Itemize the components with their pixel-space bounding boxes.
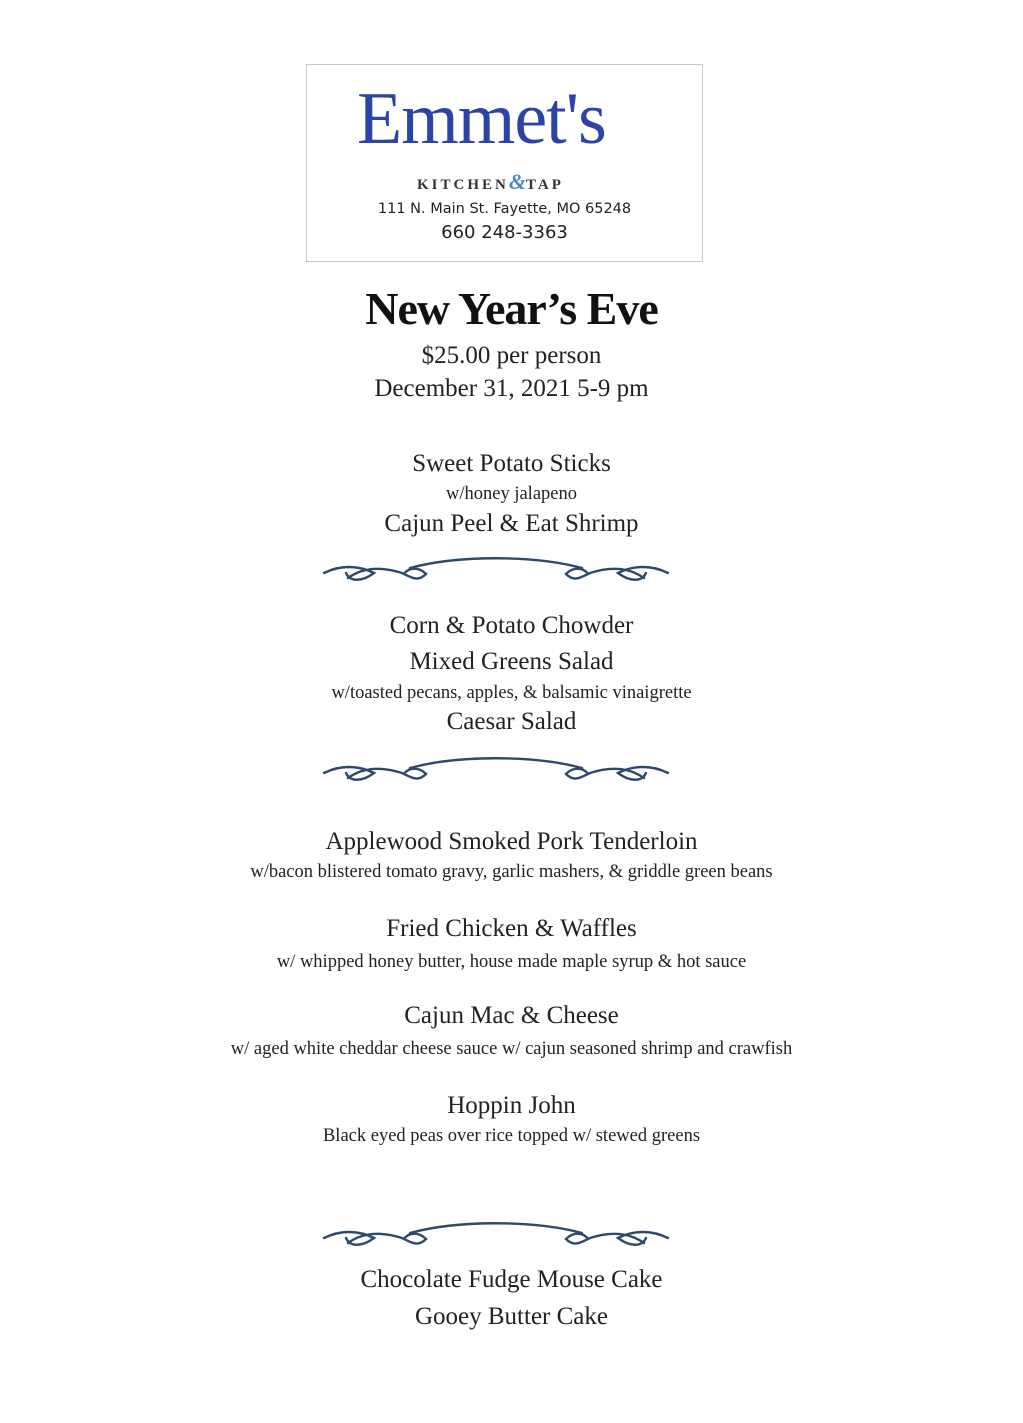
- flourish-divider-icon: [318, 1221, 674, 1255]
- flourish-divider-icon: [318, 756, 674, 790]
- menu-item-name: Gooey Butter Cake: [414, 1303, 608, 1330]
- logo-tagline-left: KITCHEN: [417, 177, 509, 193]
- logo: [306, 64, 703, 262]
- menu-item-name: Cajun Mac & Cheese: [404, 1002, 619, 1029]
- menu-item-note: Black eyed peas over rice topped w/ stewed greens: [322, 1126, 701, 1146]
- menu-item-name: Sweet Potato Sticks: [412, 450, 611, 477]
- event-title: New Year’s Eve: [365, 283, 658, 334]
- menu-item-name: Mixed Greens Salad: [409, 648, 614, 675]
- menu-item-name: Applewood Smoked Pork Tenderloin: [325, 828, 698, 855]
- menu-item-name: Corn & Potato Chowder: [389, 612, 634, 639]
- menu-item-name: Caesar Salad: [446, 708, 577, 735]
- logo-tagline: [417, 169, 564, 195]
- event-price: $25.00 per person: [421, 342, 602, 369]
- flourish-divider-icon: [318, 556, 674, 590]
- menu-item-note: w/ aged white cheddar cheese sauce w/ cajun seasoned shrimp and crawfish: [230, 1039, 793, 1059]
- logo-address: 111 N. Main St. Fayette, MO 65248: [377, 201, 632, 217]
- logo-phone: 660 248-3363: [441, 222, 568, 243]
- menu-item-note: w/ whipped honey butter, house made maple syrup & hot sauce: [276, 952, 747, 972]
- logo-tagline-right: TAP: [525, 177, 564, 193]
- logo-name: Emmet's: [357, 78, 606, 160]
- menu-item-note: w/honey jalapeno: [446, 484, 577, 504]
- menu-item-name: Cajun Peel & Eat Shrimp: [384, 510, 639, 537]
- menu-item-note: w/bacon blistered tomato gravy, garlic mashers, & griddle green beans: [250, 862, 773, 882]
- event-date: December 31, 2021 5-9 pm: [374, 375, 649, 402]
- menu-item-note: w/toasted pecans, apples, & balsamic vinaigrette: [331, 683, 692, 703]
- logo-tagline-amp: &: [508, 169, 526, 194]
- menu-item-name: Chocolate Fudge Mouse Cake: [360, 1266, 663, 1293]
- menu-item-name: Fried Chicken & Waffles: [386, 915, 637, 942]
- menu-item-name: Hoppin John: [447, 1092, 576, 1119]
